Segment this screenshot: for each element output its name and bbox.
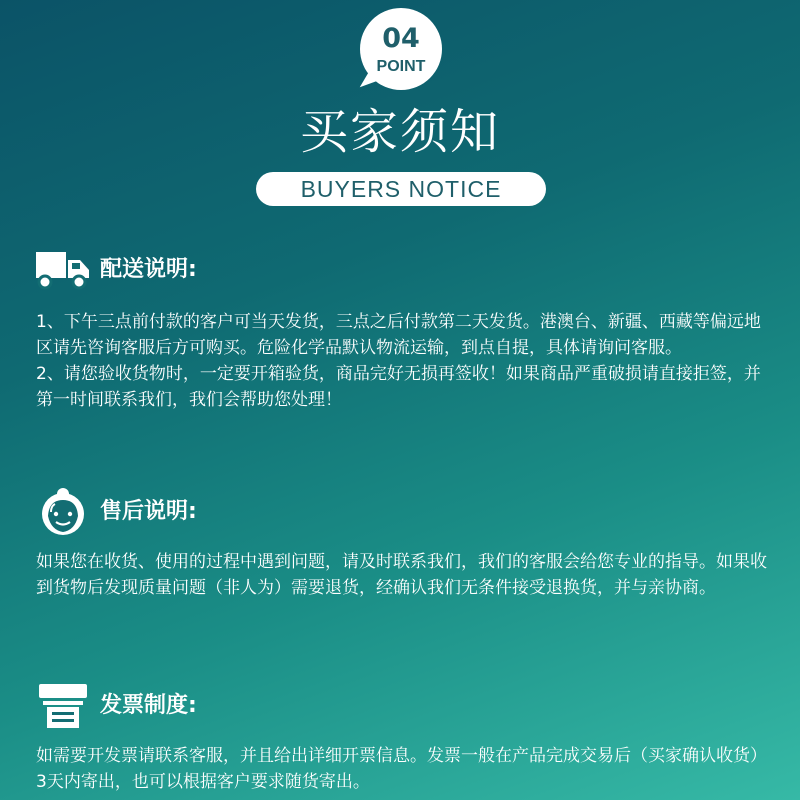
aftersales-section-text [36, 549, 776, 601]
invoice-section-text [36, 743, 776, 795]
aftersales-section-header [34, 488, 197, 536]
delivery-paragraph-1: 1、下午三点前付款的客户可当天发货，三点之后付款第二天发货。港澳台、新疆、西藏等偏远地区请先咨询客服后方可购买。危险化学品默认物流运输，到点自提，具体请询问客服。 [36, 312, 761, 358]
aftersales-section-title: 售后说明: [100, 499, 197, 524]
aftersales-paragraph-1: 如果您在收货、使用的过程中遇到问题，请及时联系我们，我们的客服会给您专业的指导。如果收到货物后发现质量问题（非人为）需要退货，经确认我们无条件接受退换货，并与亲协商。 [36, 552, 767, 598]
page-title: 买家须知 [299, 104, 500, 160]
badge-number: 04 [382, 23, 420, 54]
delivery-section-header [34, 246, 197, 294]
invoice-printer-icon [34, 682, 92, 730]
badge-word: POINT [376, 58, 426, 75]
delivery-section-text [36, 309, 776, 413]
delivery-paragraph-2: 2、请您验收货物时，一定要开箱验货，商品完好无损再签收！如果商品严重破损请直接拒签，并第一时间联系我们，我们会帮助您处理！ [36, 364, 761, 410]
customer-service-agent-icon [34, 488, 92, 536]
delivery-truck-icon [34, 246, 92, 294]
invoice-paragraph-1: 如需要开发票请联系客服，并且给出详细开票信息。发票一般在产品完成交易后（买家确认收货）3天内寄出，也可以根据客户要求随货寄出。 [36, 746, 767, 792]
invoice-section-title: 发票制度: [100, 693, 197, 718]
delivery-section-title: 配送说明: [100, 257, 197, 282]
page-subtitle: BUYERS NOTICE [256, 172, 546, 206]
point-badge [360, 8, 442, 90]
invoice-section-header [34, 682, 197, 730]
